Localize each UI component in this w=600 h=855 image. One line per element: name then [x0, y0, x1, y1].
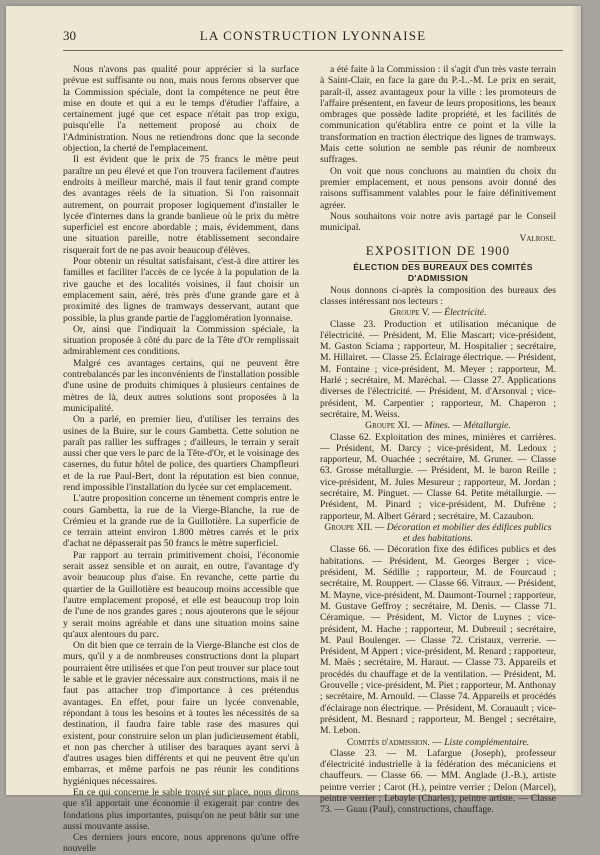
- author-signature: Valrose.: [519, 233, 556, 245]
- admission-heading: Comités d'admission. — Liste complémentaire.: [346, 736, 530, 748]
- group-title: Liste complémentaire.: [444, 736, 530, 748]
- journal-title: LA CONSTRUCTION LYONNAISE: [199, 28, 427, 43]
- group-label: Groupe V.: [389, 307, 430, 319]
- group-label: Groupe XII.: [324, 521, 373, 533]
- group-heading-v: Groupe V. — Électricité.: [389, 307, 487, 319]
- paragraph: On dit bien que ce terrain de la Vierge-Blanche est clos de murs, qu'il y a de nombreuses constructions dont la plupart pourraient être utilisées et que l'on peut trouver sur place tout le sable et le gravier nécessaire aux constructions, mais il ne faut pas attacher trop d'importance à ces prétendus avantages. En effet, pour faire un lycée convenable, répondant à tous les besoins et à toutes les nécessités de sa destination, il faudra faire table rase des masures qui existent, pour construire selon un plan judicieusement établi, et non pas chercher à utiliser des baraques ayant servi à d'autres usages bien différents et qui ne peuvent être qu'un embarras, et même parfois ne pas réunir les conditions hygiéniques nécessaires.: [63, 640, 299, 787]
- group-title: Mines. — Métallurgie.: [424, 420, 511, 432]
- group-label: Comités d'admission.: [346, 736, 430, 748]
- paragraph: Or, ainsi que l'indiquait la Commission spéciale, la situation proposée à côté du parc de la Tête d'Or remplissait admirablement ces conditions.: [63, 323, 299, 358]
- paragraph: Ces derniers jours encore, nous apprenons qu'une offre nouvelle: [63, 832, 299, 855]
- group-heading-xii: Groupe XII. — Décoration et mobilier des édifices publics et des habitations.: [324, 521, 552, 545]
- page-number: 30: [63, 28, 76, 43]
- paragraph: Nous n'avons pas qualité pour apprécier si la surface prévue est suffisante ou non, mais nous ferons observer que la Commission spéciale, dont la compétence ne peut être mise en doute et qui a eu le temps d'étudier l'affaire, a certainement jugé que cet espace n'était pas trop exigu, puisqu'elle l'a nettement proposé au choix de l'Administration. Nous ne retiendrons donc que la seconde objection, la cherté de l'emplacement.: [63, 64, 299, 155]
- article-subhead: ÉLECTION DES BUREAUX DES COMITÉS D'ADMISSION: [353, 262, 533, 284]
- paragraph: Par rapport au terrain primitivement choisi, l'économie serait assez sensible et on aurait, en outre, l'avantage d'y avoir beaucoup plus d'aise. En revanche, cette partie du quartier de la Guillotière est beaucoup moins accessible que l'autre emplacement proposé, et elle est beaucoup trop loin de l'une de nos grandes gares ; nous ajouterons que le séjour y serait moins agréable et dans une situation moins saine qu'aux alentours du parc.: [63, 549, 299, 640]
- header-rule: [63, 50, 563, 51]
- newspaper-page: [6, 6, 581, 855]
- section-title: [320, 242, 556, 262]
- right-column: [320, 64, 556, 816]
- page-header: [63, 28, 563, 46]
- paragraph: Classe 62. Exploitation des mines, minières et carrières. — Président, M. Darcy ; vice-président, M. Ledoux ; rapporteur, M. Ouachée ; secrétaire, M. Gruner. — Classe 63. Grosse métallurgie. — Président, M. le baron Reille ; vice-président, M. Jules Mesureur ; rapporteur, M. Jordan ; secrétaire, M. Pinguet. — Classe 64. Petite métallurgie. — Président, M. Pinard ; vice-président, M. Dufrène ; rapporteur, M. Albert Gérard ; secrétaire, M. Cazaubon.: [320, 431, 556, 522]
- paragraph: a été faite à la Commission : il s'agit d'un très vaste terrain à Saint-Clair, en face la gare du P.-L.-M. Le prix en serait, paraît-il, assez avantageux pour la ville : les promoteurs de l'affaire présentent, en faveur de leurs propositions, les beaux ombrages que possède ladite propriété, et les facilités de communication qu'établira entre ce point et la ville la transformation en traction électrique des lignes de tramways. Mais cette solution ne semble pas réunir de nombreux suffrages.: [320, 64, 556, 166]
- paragraph: Classe 66. — Décoration fixe des édifices publics et des habitations. — Président, M. Georges Berger ; vice-président, M. Sédille ; rapporteur, M. de Fourcaud ; secrétaire, M. Rouppert. — Classe 66. Vitraux. — Président, M. Mayne, vice-président, M. Daumont-Tournel ; rapporteur, M. Gustave Geffroy ; secrétaire, M. Denis. — Classe 71. Céramique. — Président, M. Victor de Luynes ; vice-président, M. Hache ; rapporteur, M. Dubreuil ; secrétaire, M. Paul Boulenger. — Classe 72. Cristaux, verrerie. — Président, M Appert ; vice-président, M. Renard ; rapporteur, M. Maës ; secrétaire, M. Haraut. — Classe 73. Appareils et procédés du chauffage et de la ventilation. — Président, M. Grouvelle ; vice-président, M. Piet ; rapporteur, M. Anthonay ; secrétaire, M. Arnould. — Classe 74. Appareils et procédés d'éclairage non électrique. — Président, M. Corauault ; vice-président, M. Besnard ; rapporteur, M. Bengel ; secrétaire, M. Lebon.: [320, 544, 556, 737]
- paragraph: Nous donnons ci-après la composition des bureaux des classes intéressant nos lecteurs :: [320, 284, 556, 307]
- paragraph: Malgré ces avantages certains, qui ne peuvent être contrebalancés par les inconvénients de l'installation possible d'une usine de produits chimiques à plusieurs centaines de mètres de là, deux autres solutions sont proposées à la municipalité.: [63, 357, 299, 414]
- section-title-text: EXPOSITION DE 1900: [365, 242, 511, 258]
- paragraph: L'autre proposition concerne un tènement compris entre le cours Gambetta, la rue de la Vierge-Blanche, la rue de Crémieu et la grande rue de la Guillotière. La superficie de ce terrain atteint environ 1.800 mètres carrés et le prix d'achat ne dépasserait pas 50 francs le mètre superficiel.: [63, 493, 299, 550]
- group-title: Décoration et mobilier des édifices publics et des habitations.: [386, 521, 552, 545]
- left-column: [63, 64, 299, 855]
- group-label: Groupe XI.: [365, 420, 410, 432]
- group-heading-xi: Groupe XI. — Mines. — Métallurgie.: [365, 420, 511, 432]
- paragraph: On voit que nous concluons au maintien du choix du premier emplacement, et nous pensons avoir donné des raisons suffisamment valables pour le faire définitivement agréer.: [320, 165, 556, 211]
- group-title: Électricité.: [444, 307, 487, 319]
- paragraph: On a parlé, en premier lieu, d'utiliser les terrains des usines de la Buire, sur le cours Gambetta. Cette solution ne paraît pas rallier les suffrages ; d'ailleurs, le terrain y serait aussi cher que vers le parc de la Tête-d'Or, et le voisinage des casernes, du futur hôtel de police, des quartiers Champfleuri et de la rue Paul-Bert, dont la réputation est bien connue, rend impossible l'installation du lycée sur cet emplacement.: [63, 414, 299, 493]
- paragraph: En ce qui concerne le sable trouvé sur place, nous dirons que s'il apportait une économie il exigerait par contre des fondations plus importantes, puisqu'on ne peut bâtir sur une aussi mouvante assise.: [63, 787, 299, 832]
- paragraph: Classe 23. — M. Lafargue (Joseph), professeur d'électricité industrielle à la fédération des mécaniciens et chauffeurs. — Classe 66. — MM. Anglade (J.-B.), artiste peintre verrier ; Carot (H.), peintre verrier ; Delon (Marcel), peintre verrier ; Lebayle (Charles), peintre artiste. — Classe 73. — Guau (Paul), constructions, chauffage.: [320, 747, 556, 816]
- paragraph: Pour obtenir un résultat satisfaisant, c'est-à dire attirer les familles et faciliter l'accès de ce lycée à la population de la rive gauche et des localités voisines, il faut choisir un emplacement sain, aéré, très près d'une grande gare et à proximité des lignes de tramways desservant, autant que possible, la plus grande partie de l'agglomération lyonnaise.: [63, 256, 299, 324]
- paragraph: Classe 23. Production et utilisation mécanique de l'électricité. — Président, M. Elie Mascart; vice-président, M. Gaston Sciama ; rapporteur, M. Hospitalier ; secrétaire, M. Hillairet. — Classe 25. Éclairage électrique. — Président, M. Fontaine ; vice-président, M. Meyer ; rapporteur, M. Harlé ; secrétaire, M. Maréchal. — Classe 27. Applications diverses de l'électricité. — Président, M. d'Arsonval ; vice-président, M. Carpentier ; rapporteur, M. Chaperon ; secrétaire, M. Weiss.: [320, 318, 556, 420]
- paragraph: Nous souhaitons voir notre avis partagé par le Conseil municipal.: [320, 210, 556, 234]
- paragraph: Il est évident que le prix de 75 francs le mètre peut paraître un peu élevé et que l'on trouvera facilement d'autres endroits à meilleur marché, mais il faut tenir grand compte des avantages réels de la situation. Si l'on raisonnait autrement, on pourrait proposer logiquement d'installer le lycée d'internes dans la grande banlieue où le prix du mètre superficiel est encore abordable ; mais, évidemment, dans une situation pareille, notre établissement secondaire risquerait fort de ne pas avoir beaucoup d'élèves.: [63, 154, 299, 256]
